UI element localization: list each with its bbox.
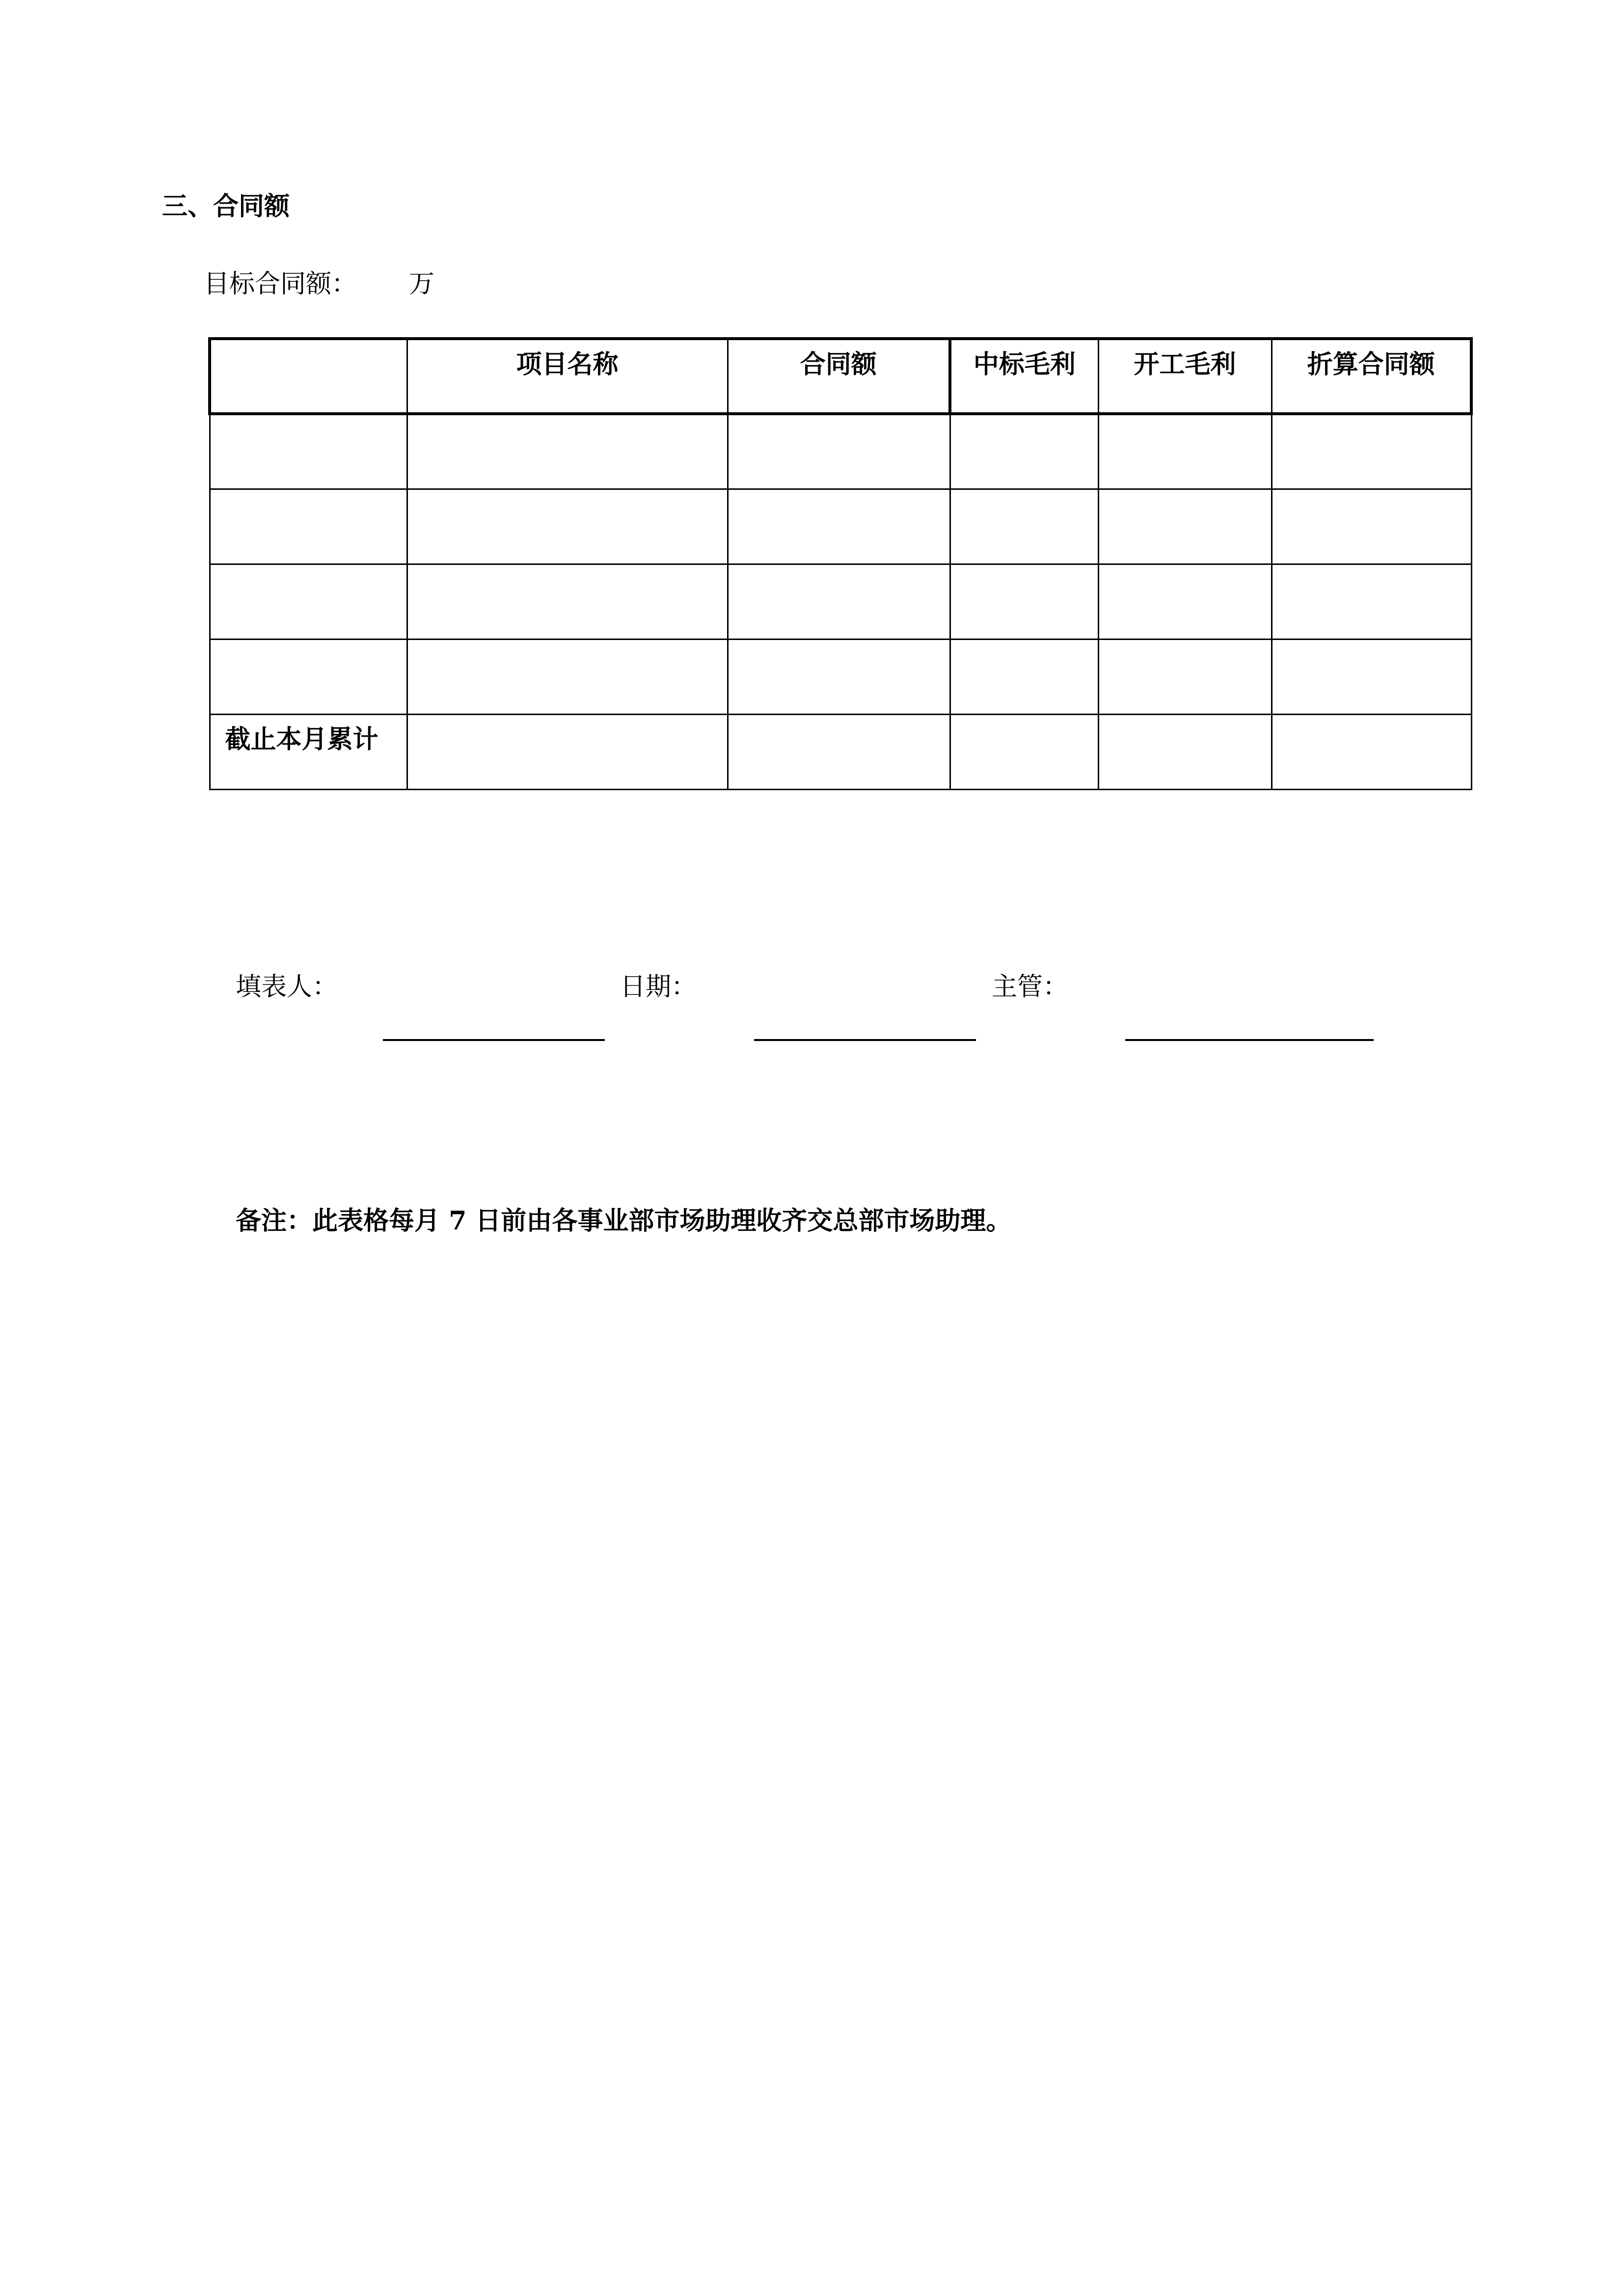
header-cell-blank bbox=[210, 339, 407, 414]
table-cell[interactable] bbox=[950, 714, 1098, 789]
section-title: 三、合同额 bbox=[162, 191, 290, 221]
table-cell[interactable] bbox=[407, 489, 728, 564]
table-row bbox=[210, 639, 1471, 714]
table-cell[interactable] bbox=[1098, 489, 1272, 564]
target-contract-label: 目标合同额： bbox=[204, 269, 357, 299]
table-cell[interactable] bbox=[210, 564, 407, 639]
contract-table bbox=[208, 337, 1473, 790]
table-cell[interactable] bbox=[407, 414, 728, 489]
table-cell[interactable] bbox=[1272, 489, 1471, 564]
date-signature-line[interactable] bbox=[754, 1039, 976, 1041]
table-cell[interactable] bbox=[407, 564, 728, 639]
target-contract-unit: 万 bbox=[409, 269, 435, 299]
table-cell[interactable] bbox=[728, 714, 950, 789]
table-cell[interactable] bbox=[210, 414, 407, 489]
remark-note: 备注：此表格每月 7 日前由各事业部市场助理收齐交总部市场助理。 bbox=[236, 1206, 1012, 1236]
table-cell[interactable] bbox=[728, 489, 950, 564]
table-cell[interactable] bbox=[210, 489, 407, 564]
table-header-row bbox=[210, 339, 1471, 414]
table-cell[interactable] bbox=[407, 714, 728, 789]
table-cell[interactable] bbox=[1272, 564, 1471, 639]
table-cell[interactable] bbox=[728, 564, 950, 639]
supervisor-signature-line[interactable] bbox=[1125, 1039, 1374, 1041]
table-cell[interactable] bbox=[1272, 414, 1471, 489]
table-cell[interactable] bbox=[1098, 414, 1272, 489]
table-cell[interactable] bbox=[1272, 714, 1471, 789]
header-cell-project-name: 项目名称 bbox=[407, 339, 728, 414]
table-cell[interactable] bbox=[950, 639, 1098, 714]
table-cell[interactable] bbox=[407, 639, 728, 714]
table-cell[interactable] bbox=[1272, 639, 1471, 714]
table-cell[interactable] bbox=[950, 414, 1098, 489]
table-cell[interactable] bbox=[728, 414, 950, 489]
target-contract-line bbox=[204, 267, 435, 302]
table-row bbox=[210, 414, 1471, 489]
table-row bbox=[210, 564, 1471, 639]
filler-label: 填表人： bbox=[236, 972, 338, 1002]
table-cell[interactable] bbox=[950, 564, 1098, 639]
table-cell[interactable] bbox=[1098, 639, 1272, 714]
supervisor-label: 主管： bbox=[992, 972, 1069, 1002]
table-cell[interactable] bbox=[1098, 564, 1272, 639]
date-label: 日期： bbox=[620, 972, 697, 1002]
table-cell[interactable] bbox=[210, 639, 407, 714]
header-cell-contract-amount: 合同额 bbox=[728, 339, 950, 414]
header-cell-start-margin: 开工毛利 bbox=[1098, 339, 1272, 414]
table-cell[interactable] bbox=[950, 489, 1098, 564]
filler-signature-line[interactable] bbox=[383, 1039, 605, 1041]
header-cell-bid-margin: 中标毛利 bbox=[950, 339, 1098, 414]
table-cell[interactable] bbox=[1098, 714, 1272, 789]
table-row-cumulative bbox=[210, 714, 1471, 789]
table-cell[interactable] bbox=[728, 639, 950, 714]
header-cell-converted-amount: 折算合同额 bbox=[1272, 339, 1471, 414]
cumulative-label-cell: 截止本月累计 bbox=[210, 714, 407, 789]
table-row bbox=[210, 489, 1471, 564]
